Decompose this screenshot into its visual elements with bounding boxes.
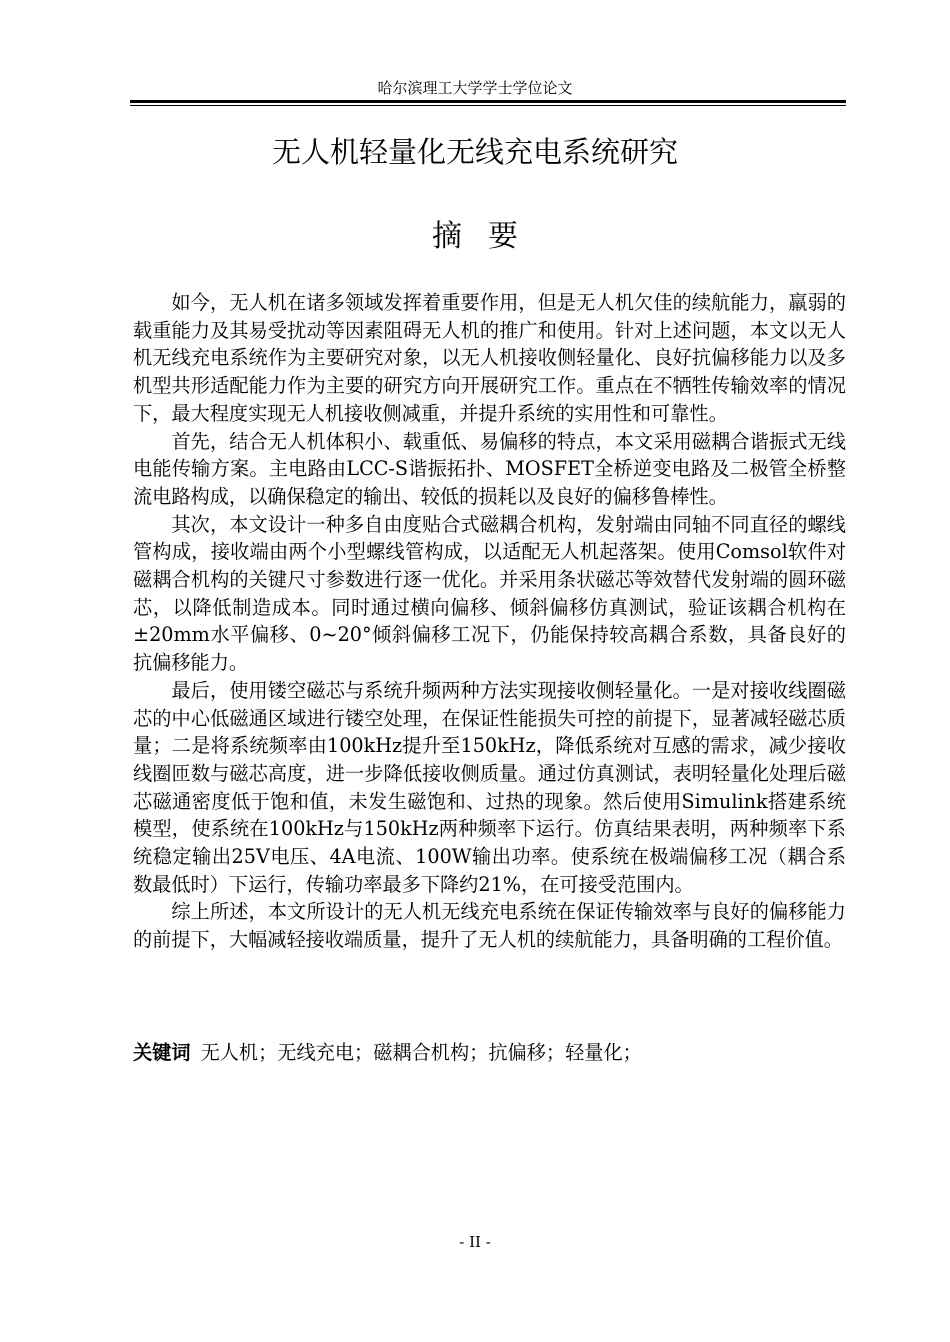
keywords-label: 关键词 xyxy=(133,1041,191,1064)
abstract-paragraph-1: 如今，无人机在诸多领域发挥着重要作用，但是无人机欠佳的续航能力，羸弱的载重能力及其易受扰动等因素阻碍无人机的推广和使用。针对上述问题，本文以无人机无线充电系统作为主要研究对象，以无人机接收侧轻量化、良好抗偏移能力以及多机型共形适配能力作为主要的研究方向开展研究工作。重点在不牺牲传输效率的情况下，最大程度实现无人机接收侧减重，并提升系统的实用性和可靠性。 xyxy=(133,291,846,425)
keywords-line xyxy=(133,1038,846,1068)
keywords-text: 无人机；无线充电；磁耦合机构；抗偏移；轻量化； xyxy=(200,1041,642,1064)
abstract-paragraph-3: 其次，本文设计一种多自由度贴合式磁耦合机构，发射端由同轴不同直径的螺线管构成，接收端由两个小型螺线管构成，以适配无人机起落架。使用Comsol软件对磁耦合机构的关键尺寸参数进行逐一优化。并采用条状磁芯等效替代发射端的圆环磁芯，以降低制造成本。同时通过横向偏移、倾斜偏移仿真测试，验证该耦合机构在±20mm水平偏移、0~20°倾斜偏移工况下，仍能保持较高耦合系数，具备良好的抗偏移能力。 xyxy=(133,512,846,675)
abstract-body xyxy=(133,289,846,954)
abstract-paragraph-2: 首先，结合无人机体积小、载重低、易偏移的特点，本文采用磁耦合谐振式无线电能传输方案。主电路由LCC-S谐振拓扑、MOSFET全桥逆变电路及二极管全桥整流电路构成，以确保稳定的输出、较低的损耗以及良好的偏移鲁棒性。 xyxy=(133,429,846,508)
abstract-paragraph-4: 最后，使用镂空磁芯与系统升频两种方法实现接收侧轻量化。一是对接收线圈磁芯的中心低磁通区域进行镂空处理，在保证性能损失可控的前提下，显著减轻磁芯质量；二是将系统频率由100kHz提升至150kHz，降低系统对互感的需求，减少接收线圈匝数与磁芯高度，进一步降低接收侧质量。通过仿真测试，表明轻量化处理后磁芯磁通密度低于饱和值，未发生磁饱和、过热的现象。然后使用Simulink搭建系统模型，使系统在100kHz与150kHz两种频率下运行。仿真结果表明，两种频率下系统稳定输出25V电压、4A电流、100W输出功率。使系统在极端偏移工况（耦合系数最低时）下运行，传输功率最多下降约21%，在可接受范围内。 xyxy=(133,678,846,896)
paper-title: 无人机轻量化无线充电系统研究 xyxy=(271,135,678,169)
running-header: 哈尔滨理工大学学士学位论文 xyxy=(377,79,573,97)
page-number: - II - xyxy=(459,1233,491,1251)
header-rule-thin xyxy=(130,105,846,106)
header-rule-thick xyxy=(130,100,846,103)
abstract-paragraph-5: 综上所述，本文所设计的无人机无线充电系统在保证传输效率与良好的偏移能力的前提下，大幅减轻接收端质量，提升了无人机的续航能力，具备明确的工程价值。 xyxy=(133,900,846,952)
abstract-heading: 摘要 xyxy=(432,219,544,254)
